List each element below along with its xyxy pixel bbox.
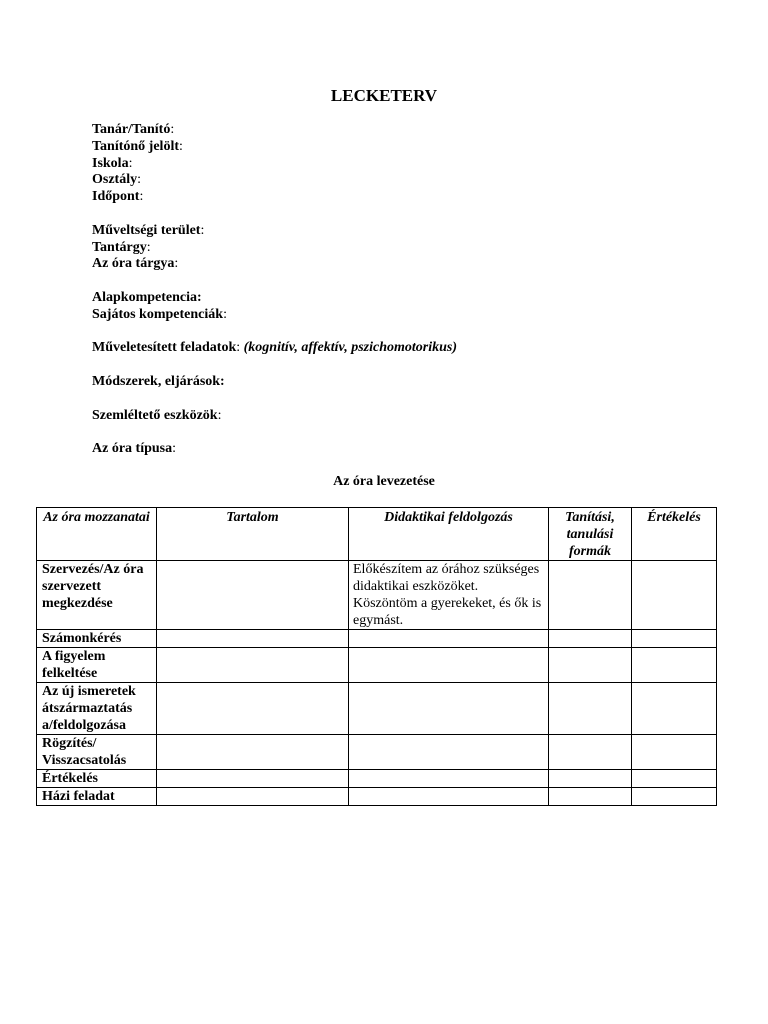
table-row [37,648,717,683]
forms-cell [549,788,632,806]
content-cell [157,648,349,683]
evaluation-cell [632,788,717,806]
table-header-row [37,508,717,561]
table-row [37,683,717,735]
phase-cell: A figyelem felkeltése [37,648,157,683]
didactic-cell [349,648,549,683]
didactic-cell: Előkészítem az órához szükséges didaktikai eszközöket. Köszöntöm a gyerekeket, és ők is egymást. [349,561,549,630]
subject-group [92,223,457,273]
table-row [37,788,717,806]
field-visual-aids [92,408,457,425]
field-label: Időpont [92,189,140,205]
content-cell [157,770,349,788]
phase-cell: Házi feladat [37,788,157,806]
content-cell [157,683,349,735]
content-cell [157,788,349,806]
evaluation-cell [632,683,717,735]
field-colon: : [223,306,227,322]
header-fields [92,122,457,475]
header-forms: Tanítási, tanulási formák [549,508,632,561]
forms-cell [549,630,632,648]
field-label: Szemléltető eszközök [92,407,218,423]
field-curricular-area [92,223,457,240]
type-group [92,441,457,458]
phase-cell: Értékelés [37,770,157,788]
field-label: Műveletesített feladatok [92,340,237,356]
field-teacher [92,122,457,139]
field-lesson-topic [92,256,457,273]
field-colon: : [217,407,222,423]
field-colon: : [200,222,205,238]
content-cell [157,735,349,770]
field-label: Az óra tárgya [92,256,175,272]
forms-cell [549,648,632,683]
field-school [92,156,457,173]
field-student-teacher [92,139,457,156]
didactic-cell [349,770,549,788]
field-label: Műveltségi terület [92,222,201,238]
field-colon: : [139,189,144,205]
evaluation-cell [632,648,717,683]
field-label: Alapkompetencia: [92,289,202,305]
teacher-group [92,122,457,206]
field-label: Osztály [92,172,138,188]
field-label: Tanítónő jelölt [92,138,179,154]
field-label: Tanár/Tanító [92,122,171,137]
field-label: Tantárgy [92,239,147,255]
field-date [92,189,457,206]
field-colon: : [170,122,175,137]
field-label: Az óra típusa [92,441,173,457]
header-phases: Az óra mozzanatai [37,508,157,561]
field-specific-competences [92,307,457,324]
header-didactic: Didaktikai feldolgozás [349,508,549,561]
forms-cell [549,561,632,630]
forms-cell [549,683,632,735]
field-colon: : [128,155,133,171]
evaluation-cell [632,561,717,630]
table-row [37,770,717,788]
field-operational-objectives [92,340,457,357]
phase-cell: Az új ismeretek átszármaztatás a/feldolgozása [37,683,157,735]
field-basic-competence [92,290,457,307]
field-subject [92,240,457,257]
field-lesson-type [92,441,457,458]
table-row [37,561,717,630]
didactic-cell [349,788,549,806]
field-label: Sajátos kompetenciák [92,306,224,322]
objectives-group [92,340,457,357]
table-title: Az óra levezetése [333,474,435,489]
evaluation-cell [632,770,717,788]
didactic-cell [349,630,549,648]
phase-cell: Szervezés/Az óra szervezett megkezdése [37,561,157,630]
table-row [37,630,717,648]
field-colon: : [137,172,141,188]
phase-cell: Számonkérés [37,630,157,648]
field-class [92,172,457,189]
field-label: Iskola [92,155,129,171]
field-colon: : [179,138,183,154]
content-cell [157,630,349,648]
forms-cell [549,770,632,788]
field-colon: : [236,340,244,356]
didactic-cell [349,683,549,735]
competence-group [92,290,457,324]
field-methods [92,374,457,391]
content-cell [157,561,349,630]
table-row [37,735,717,770]
field-note: (kognitív, affektív, pszichomotorikus) [243,340,457,356]
didactic-cell [349,735,549,770]
field-colon: : [174,256,179,272]
tools-group [92,408,457,425]
document-title: LECKETERV [330,86,438,105]
field-colon: : [146,239,151,255]
header-content: Tartalom [157,508,349,561]
lesson-plan-table [36,507,717,806]
evaluation-cell [632,630,717,648]
field-colon: : [172,441,177,457]
forms-cell [549,735,632,770]
header-evaluation: Értékelés [632,508,717,561]
field-label: Módszerek, eljárások: [92,373,225,389]
evaluation-cell [632,735,717,770]
methods-group [92,374,457,391]
phase-cell: Rögzítés/ Visszacsatolás [37,735,157,770]
